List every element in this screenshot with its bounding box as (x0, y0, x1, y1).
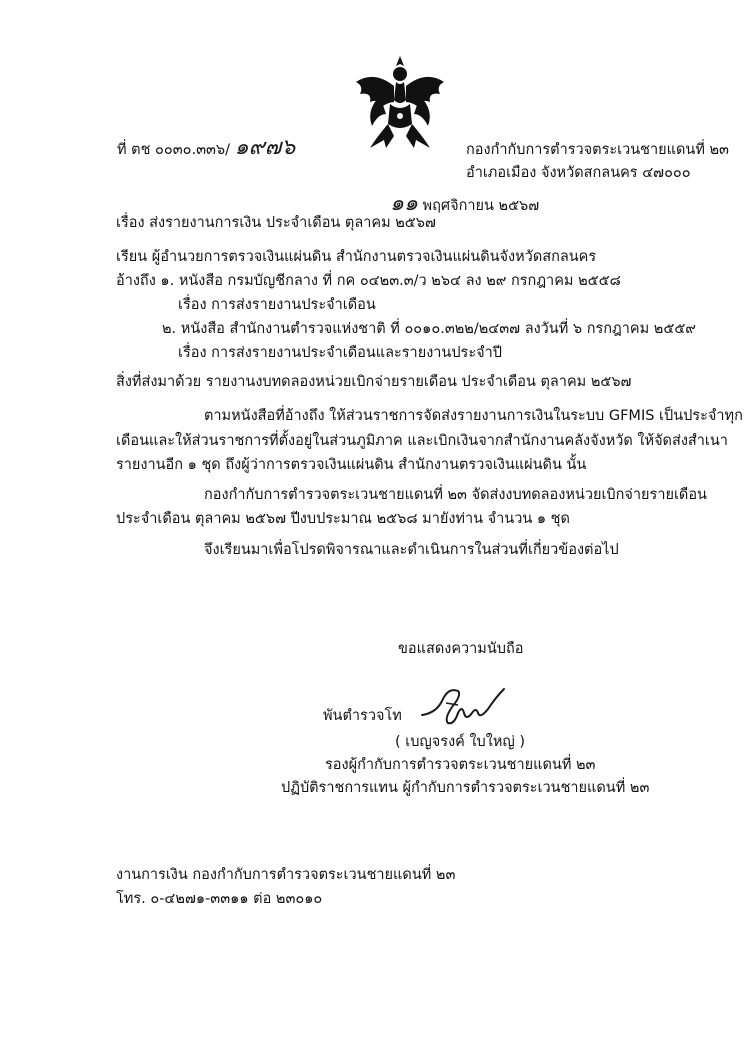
body-p2-line1: กองกำกับการตำรวจตระเวนชายแดนที่ ๒๓ จัดส่งงบทดลองหน่วยเบิกจ่ายรายเดือน (204, 487, 707, 503)
date-handwritten: ๑๑ (390, 191, 418, 216)
date-month-year: พฤศจิกายน ๒๕๖๗ (422, 198, 540, 214)
ref-handwritten: ๑๙๗๖ (234, 135, 296, 160)
subject-line: เรื่อง ส่งรายงานการเงิน ประจำเดือน ตุลาคม ๒๕๖๗ (116, 215, 436, 231)
footer-department: งานการเงิน กองกำกับการตำรวจตระเวนชายแดนที่ ๒๓ (116, 867, 456, 883)
enclosure-line: สิ่งที่ส่งมาด้วย รายงานงบทดลองหน่วยเบิกจ่ายรายเดือน ประจำเดือน ตุลาคม ๒๕๖๗ (116, 374, 632, 390)
body-p1-line1: ตามหนังสือที่อ้างถึง ให้ส่วนราชการจัดส่งรายงานการเงินในระบบ GFMIS เป็นประจำทุก (204, 408, 743, 424)
to-line: เรียน ผู้อำนวยการตรวจเงินแผ่นดิน สำนักงานตรวจเงินแผ่นดินจังหวัดสกลนคร (116, 249, 597, 265)
reference-2: ๒. หนังสือ สำนักงานตำรวจแห่งชาติ ที่ ๐๐๑๐.๓๒๒/๒๔๓๗ ลงวันที่ ๖ กรกฎาคม ๒๕๕๙ (162, 321, 696, 337)
closing: ขอแสดงความนับถือ (398, 641, 524, 657)
footer-phone: โทร. ๐-๔๒๗๑-๓๓๑๑ ต่อ ๒๓๐๑๐ (116, 891, 323, 907)
reference-2-subject: เรื่อง การส่งรายงานประจำเดือนและรายงานประจำปี (178, 345, 502, 361)
signer-acting-position: ปฏิบัติราชการแทน ผู้กำกับการตำรวจตระเวนชายแดนที่ ๒๓ (281, 780, 650, 796)
reference-1-subject: เรื่อง การส่งรายงานประจำเดือน (178, 297, 376, 313)
signer-rank: พันตำรวจโท (323, 708, 402, 724)
signer-name: ( เบญจรงค์ ใบใหญ่ ) (395, 734, 525, 750)
body-p1-line2: เดือนและให้ส่วนราชการที่ตั้งอยู่ในส่วนภูมิภาค และเบิกเงินจากสำนักงานคลังจังหวัด ให้จัดส่งสำเนา (116, 433, 728, 449)
ref-line (117, 134, 295, 162)
reference-1: อ้างถึง ๑. หนังสือ กรมบัญชีกลาง ที่ กค ๐๔๒๓.๓/ว ๒๖๔ ลง ๒๙ กรกฎาคม ๒๕๕๘ (116, 273, 621, 289)
org-name: กองกำกับการตำรวจตระเวนชายแดนที่ ๒๓ (466, 142, 729, 158)
body-p3: จึงเรียนมาเพื่อโปรดพิจารณาและดำเนินการในส่วนที่เกี่ยวข้องต่อไป (204, 542, 619, 558)
org-address: อำเภอเมือง จังหวัดสกลนคร ๔๗๐๐๐ (466, 165, 691, 181)
signer-position: รองผู้กำกับการตำรวจตระเวนชายแดนที่ ๒๓ (325, 757, 596, 773)
body-p2-line2: ประจำเดือน ตุลาคม ๒๕๖๗ ปีงบประมาณ ๒๕๖๘ มายังท่าน จำนวน ๑ ชุด (116, 511, 570, 527)
handwritten-signature-icon (418, 683, 508, 728)
body-p1-line3: รายงานอีก ๑ ชุด ถึงผู้ว่าการตรวจเงินแผ่นดิน สำนักงานตรวจเงินแผ่นดิน นั้น (116, 457, 587, 473)
ref-number: ตช ๐๐๓๐.๓๓๖/ (131, 142, 231, 158)
garuda-emblem-icon (350, 52, 450, 152)
ref-label: ที่ (117, 142, 127, 158)
